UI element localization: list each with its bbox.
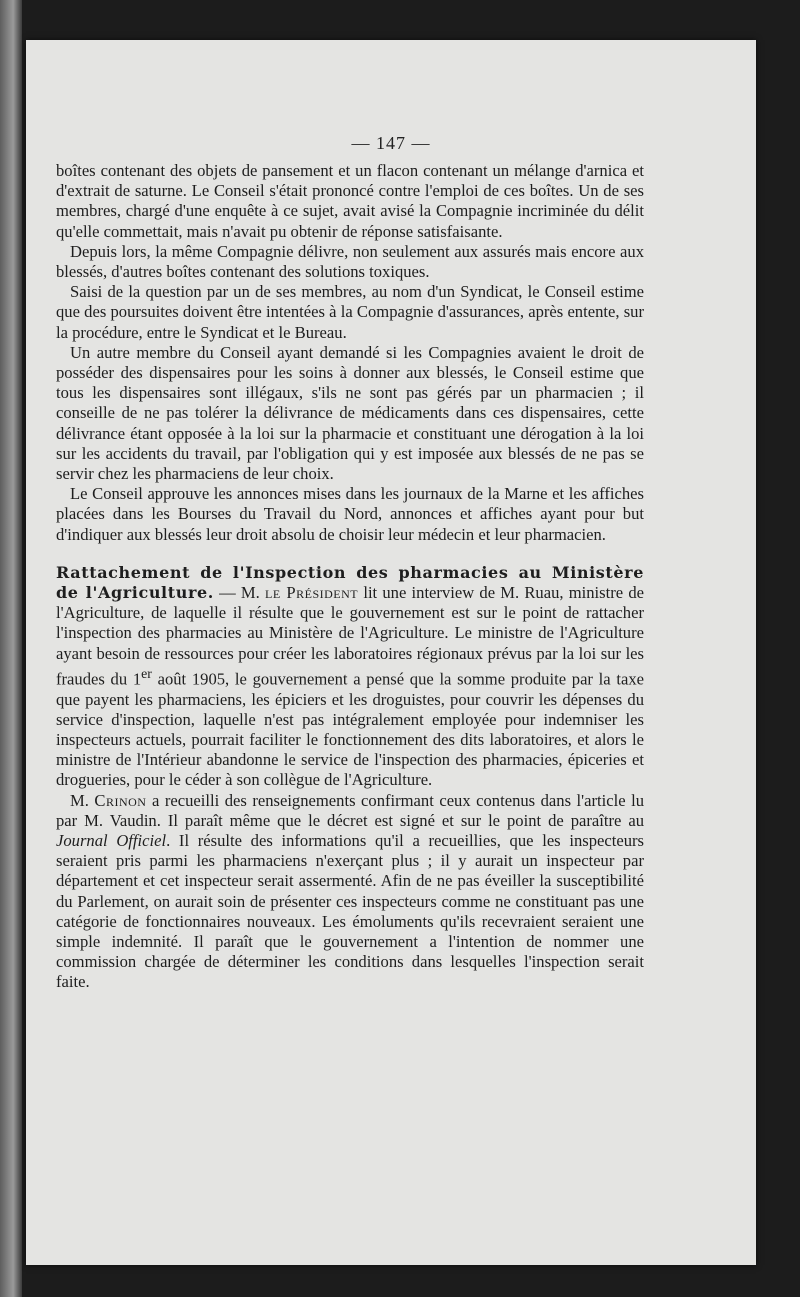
section-heading: Rattachement de l'Inspection des pharmacies au Ministère de l'Agriculture. [56,562,644,603]
paragraph-5: Le Conseil approuve les annonces mises dans les journaux de la Marne et les affiches placées dans les Bourses du Travail du Nord, annonces et affiches ayant pour but d'indiquer aux blessés leur droit absolu de choisir leur médecin et leur pharmacien. [56,484,644,544]
section-text-end: août 1905, le gouvernement a pensé que la somme produite par la taxe que payent les pharmaciens, les épiciers et les droguistes, pour couvrir les dépenses du service d'inspection, laquelle n'est pas intégralement employée pour indemniser les inspecteurs actuels, pourrait faciliter le fonctionnement des dits laboratoires, et alors le ministre de l'Intérieur abandonne le service de l'inspection des pharmacies, épiceries et drogueries, pour le céder à son collègue de l'Agriculture. [56,669,644,790]
facing-page-edge [0,0,22,1297]
journal-title: Journal Officiel [56,831,167,851]
page-number: — 147 — [351,133,431,153]
paragraph-1: boîtes contenant des objets de pansement et un flacon contenant un mélange d'arnica et d'extrait de saturne. Le Conseil s'était prononcé contre l'emploi de ces boîtes. Un de ses membres, chargé d'une enquête à ce sujet, avait avisé la Compagnie incriminée du délit qu'elle commettait, mais n'avait pu obtenir de réponse satisfaisante. [56,161,644,241]
dash-text: — M. [213,583,266,603]
document-page [26,40,756,1265]
section-text: lit une interview de M. Ruau, ministre de l'Agriculture, de laquelle il résulte que le gouvernement est sur le point de rattacher l'inspection des pharmacies au Ministère de l'Agriculture. Le ministre de l'Agriculture ayant besoin de ressources pour créer les laboratoires régionaux prévus par la loi sur les fraudes du 1 [56,583,644,689]
crinon-text: a recueilli des renseignements confirmant ceux contenus dans l'article lu par M. Vaudin. Il paraît même que le décret est signé et sur le point de paraître au [56,790,644,830]
section-paragraph [56,563,644,791]
paragraph-4: Un autre membre du Conseil ayant demandé si les Compagnies avaient le droit de posséder des dispensaires pour les soins à donner aux blessés, le Conseil estime que tous les dispensaires sont illégaux, s'ils ne sont pas gérés par un pharmacien ; il conseille de ne pas tolérer la délivrance de médicaments dans ces dispensaires, cette délivrance étant opposée à la loi sur la pharmacie et constituant une dérogation à la loi sur les accidents du travail, par l'obligation qui y est imposée aux blessés de ne pas se servir chez les pharmaciens de leur choix. [56,342,644,484]
superscript: er [141,665,152,681]
paragraph-crinon [56,791,644,993]
section-gap [56,545,644,563]
crinon-name: Crinon [94,790,147,810]
president-name: le Président [265,583,359,603]
crinon-text-end: . Il résulte des informations qu'il a recueillies, que les inspecteurs seraient pris parmi les pharmaciens n'exerçant plus ; il y aurait un inspecteur par département et cet inspecteur serait assermenté. Afin de ne pas éveiller la susceptibilité du Parlement, on aurait soin de présenter ces inspecteurs comme ne constituant pas une catégorie de fonctionnaires nouveaux. Les émoluments qu'ils recevraient seraient une simple indemnité. Il paraît que le gouvernement a l'intention de nommer une commission chargée de déterminer les conditions dans lesquelles l'inspection serait faite. [56,831,644,992]
body-text [56,161,644,993]
paragraph-2: Depuis lors, la même Compagnie délivre, non seulement aux assurés mais encore aux blessés, d'autres boîtes contenant des solutions toxiques. [56,241,644,282]
paragraph-3: Saisi de la question par un de ses membres, au nom d'un Syndicat, le Conseil estime que des poursuites doivent être intentées à la Compagnie d'assurances, après entente, sur la procédure, entre le Syndicat et le Bureau. [56,282,644,342]
mister-prefix: M. [70,790,95,810]
